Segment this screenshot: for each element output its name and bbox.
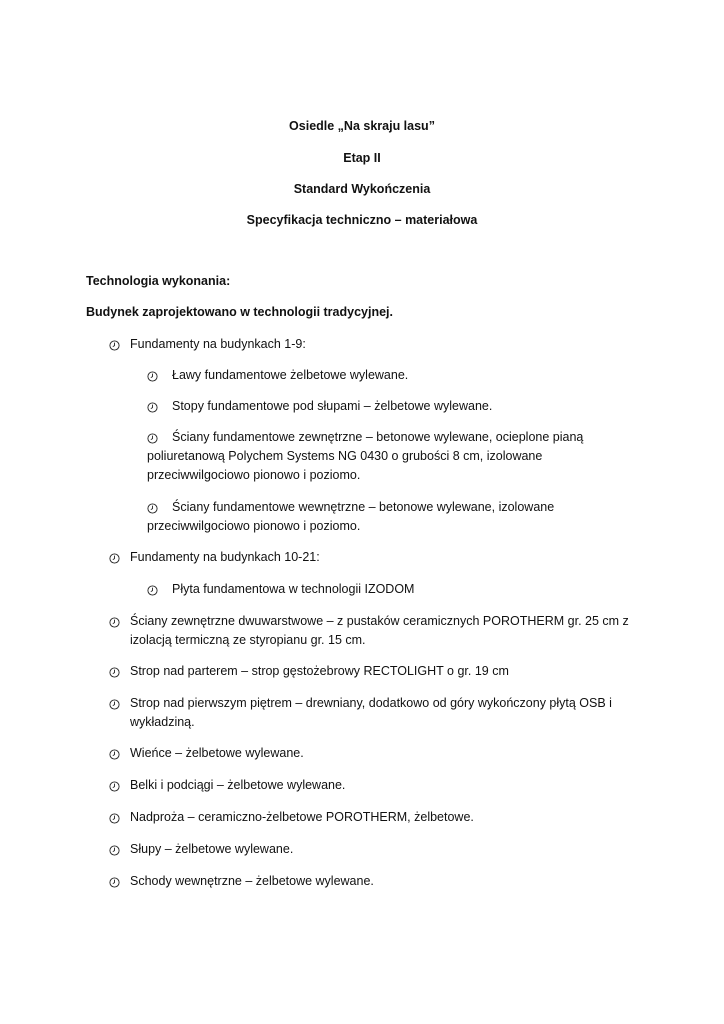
list-item-text: Belki i podciągi – żelbetowe wylewane. xyxy=(130,778,346,792)
clock-icon xyxy=(109,779,120,790)
list-item xyxy=(109,548,629,567)
list-item-text: Strop nad parterem – strop gęstożebrowy RECTOLIGHT o gr. 19 cm xyxy=(130,664,509,678)
list-item xyxy=(147,397,647,416)
clock-icon xyxy=(147,431,158,442)
clock-icon xyxy=(147,583,158,594)
clock-icon xyxy=(147,400,158,411)
list-item xyxy=(147,580,647,599)
clock-icon xyxy=(109,875,120,886)
list-item-text: Ławy fundamentowe żelbetowe wylewane. xyxy=(172,368,409,382)
list-item xyxy=(109,335,629,354)
spec-title: Specyfikacja techniczno – materiałowa xyxy=(246,213,478,227)
list-item xyxy=(147,366,647,385)
list-item-text: Ściany fundamentowe wewnętrzne – betonowe wylewane, izolowane przeciwwilgociowo pionowo i poziomo. xyxy=(147,500,555,533)
clock-icon xyxy=(109,811,120,822)
clock-icon xyxy=(109,615,120,626)
section-heading: Technologia wykonania: xyxy=(86,274,231,288)
list-item-text: Schody wewnętrzne – żelbetowe wylewane. xyxy=(130,874,374,888)
list-item-text: Fundamenty na budynkach 10-21: xyxy=(130,550,320,564)
list-item xyxy=(147,498,647,536)
list-item xyxy=(109,840,629,859)
finish-standard-title: Standard Wykończenia xyxy=(293,182,431,196)
list-item xyxy=(109,776,629,795)
clock-icon xyxy=(109,843,120,854)
list-item-text: Nadproża – ceramiczno-żelbetowe POROTHERM, żelbetowe. xyxy=(130,810,474,824)
list-item xyxy=(109,662,629,681)
list-item-text: Stopy fundamentowe pod słupami – żelbetowe wylewane. xyxy=(172,399,493,413)
list-item-text: Ściany zewnętrzne dwuwarstwowe – z pustaków ceramicznych POROTHERM gr. 25 cm z izolacją termiczną ze styropianu gr. 15 cm. xyxy=(130,614,629,647)
clock-icon xyxy=(147,369,158,380)
list-item-text: Słupy – żelbetowe wylewane. xyxy=(130,842,294,856)
clock-icon xyxy=(109,551,120,562)
list-item-text: Strop nad pierwszym piętrem – drewniany, dodatkowo od góry wykończony płytą OSB i wykładziną. xyxy=(130,696,612,729)
clock-icon xyxy=(109,697,120,708)
list-item xyxy=(109,808,629,827)
list-item-text: Płyta fundamentowa w technologii IZODOM xyxy=(172,582,415,596)
estate-name: Osiedle „Na skraju lasu” xyxy=(289,119,435,133)
list-item xyxy=(109,612,629,650)
stage-label: Etap II xyxy=(343,151,381,165)
clock-icon xyxy=(147,501,158,512)
list-item-text: Wieńce – żelbetowe wylewane. xyxy=(130,746,304,760)
list-item-text: Fundamenty na budynkach 1-9: xyxy=(130,337,306,351)
list-item xyxy=(147,428,647,485)
clock-icon xyxy=(109,338,120,349)
clock-icon xyxy=(109,747,120,758)
clock-icon xyxy=(109,665,120,676)
list-item xyxy=(109,744,629,763)
list-item xyxy=(109,694,629,732)
list-item xyxy=(109,872,629,891)
list-item-text: Ściany fundamentowe zewnętrzne – betonowe wylewane, ocieplone pianą poliuretanową Polychem Systems NG 0430 o grubości 8 cm, izolowane przeciwwilgociowo pionowo i poziomo. xyxy=(147,430,584,482)
section-subheading: Budynek zaprojektowano w technologii tradycyjnej. xyxy=(86,305,394,319)
